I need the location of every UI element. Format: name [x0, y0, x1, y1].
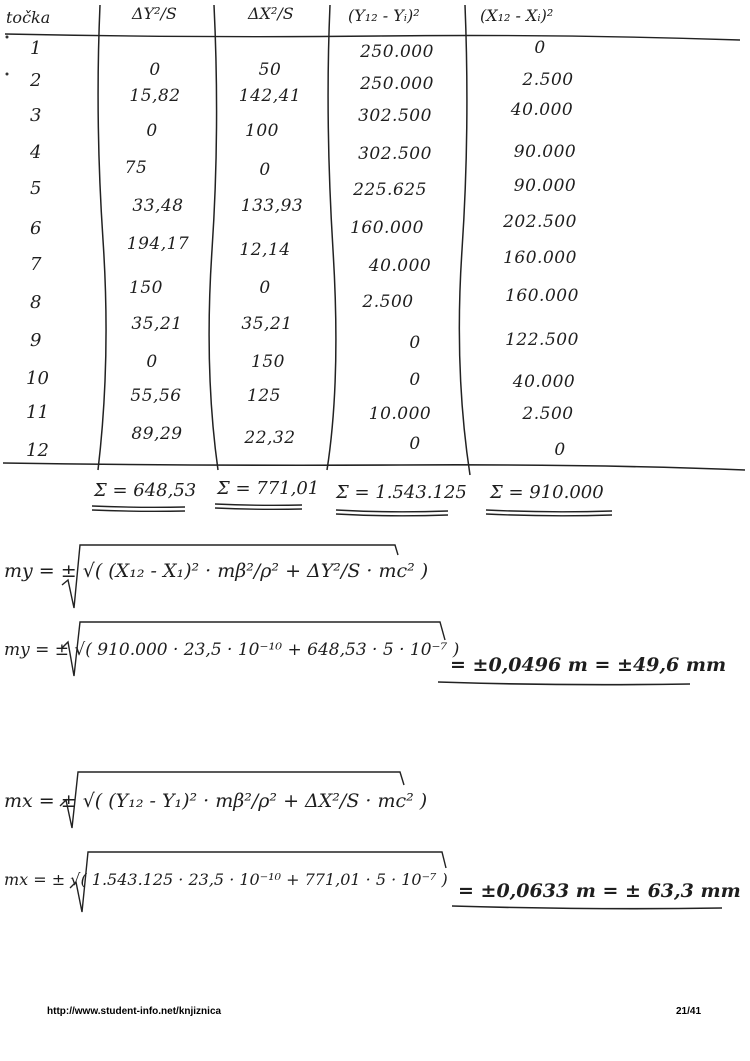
formula-my-general: my = ± √( (X₁₂ - X₁)² · mβ²/ρ² + ΔY²/S · mc² ) [4, 560, 429, 582]
header-dx: ΔX²/S [248, 4, 294, 23]
point-number: 9 [30, 330, 42, 351]
dy-cell: 55,56 [130, 386, 182, 406]
formula-my-numeric: my = ± √( 910.000 · 23,5 · 10⁻¹⁰ + 648,53 · 5 · 10⁻⁷ ) [4, 640, 460, 660]
point-number: 8 [30, 292, 42, 313]
footer-url[interactable]: http://www.student-info.net/knjiznica [47, 1006, 222, 1017]
dx-cell: 142,41 [238, 86, 302, 106]
dx-cell: 22,32 [244, 428, 296, 448]
y-diff-cell: 250.000 [360, 74, 434, 94]
x-diff-cell: 0 [534, 38, 546, 58]
point-number: 4 [30, 142, 42, 163]
y-diff-cell: 0 [409, 370, 421, 390]
y-diff-cell: 302.500 [358, 144, 432, 164]
y-diff-cell: 160.000 [350, 218, 424, 238]
dy-cell: 75 [124, 158, 148, 178]
formula-mx-numeric: mx = ± √( 1.543.125 · 23,5 · 10⁻¹⁰ + 771,01 · 5 · 10⁻⁷ ) [4, 870, 448, 889]
dx-cell: 100 [245, 121, 279, 141]
dx-cell: 0 [259, 160, 271, 180]
y-diff-cell: 40.000 [368, 256, 432, 276]
dy-cell: 35,21 [131, 314, 183, 334]
result-mx: = ±0,0633 m = ± 63,3 mm [458, 880, 741, 902]
dy-cell: 0 [149, 60, 161, 80]
y-diff-cell: 302.500 [358, 106, 432, 126]
sum-y: Σ = 1.543.125 [336, 482, 467, 503]
y-diff-cell: 2.500 [362, 292, 414, 312]
sum-dx: Σ = 771,01 [217, 478, 320, 499]
dx-cell: 150 [251, 352, 285, 372]
x-diff-cell: 40.000 [512, 372, 576, 392]
point-number: 6 [30, 218, 42, 239]
dx-cell: 35,21 [241, 314, 293, 334]
point-number: 1 [30, 38, 42, 59]
sum-dy: Σ = 648,53 [94, 480, 197, 501]
header-tocka: točka [6, 8, 51, 27]
y-diff-cell: 250.000 [360, 42, 434, 62]
dy-cell: 194,17 [126, 234, 190, 254]
dy-cell: 89,29 [131, 424, 183, 444]
header-x: (X₁₂ - Xᵢ)² [480, 6, 554, 25]
y-diff-cell: 0 [409, 434, 421, 454]
x-diff-cell: 2.500 [522, 404, 574, 424]
dx-cell: 0 [259, 278, 271, 298]
point-number: 7 [30, 254, 42, 275]
y-diff-cell: 10.000 [368, 404, 432, 424]
sum-x: Σ = 910.000 [490, 482, 604, 503]
x-diff-cell: 2.500 [522, 70, 574, 90]
x-diff-cell: 40.000 [510, 100, 574, 120]
dx-cell: 125 [247, 386, 281, 406]
header-y: (Y₁₂ - Yᵢ)² [348, 6, 420, 25]
result-my: = ±0,0496 m = ±49,6 mm [450, 654, 727, 676]
x-diff-cell: 122.500 [505, 330, 579, 350]
point-number: 12 [26, 440, 49, 461]
dy-cell: 0 [146, 352, 158, 372]
x-diff-cell: 160.000 [503, 248, 577, 268]
x-diff-cell: 90.000 [513, 176, 577, 196]
x-diff-cell: 160.000 [505, 286, 579, 306]
point-number: 5 [30, 178, 42, 199]
formula-mx-general: mx = ± √( (Y₁₂ - Y₁)² · mβ²/ρ² + ΔX²/S · mc² ) [4, 790, 428, 812]
dy-cell: 33,48 [132, 196, 184, 216]
dy-cell: 15,82 [129, 86, 181, 106]
x-diff-cell: 0 [554, 440, 566, 460]
dx-cell: 133,93 [240, 196, 304, 216]
page-number: 21/41 [676, 1006, 702, 1017]
y-diff-cell: 0 [409, 333, 421, 353]
point-number: 2 [30, 70, 42, 91]
dx-cell: 12,14 [239, 240, 291, 260]
dx-cell: 50 [258, 60, 282, 80]
point-number: 3 [30, 105, 42, 126]
point-number: 10 [26, 368, 49, 389]
header-dy: ΔY²/S [132, 4, 177, 23]
x-diff-cell: 90.000 [513, 142, 577, 162]
dy-cell: 0 [146, 121, 158, 141]
dy-cell: 150 [129, 278, 163, 298]
y-diff-cell: 225.625 [353, 180, 427, 200]
point-number: 11 [26, 402, 49, 423]
x-diff-cell: 202.500 [503, 212, 577, 232]
